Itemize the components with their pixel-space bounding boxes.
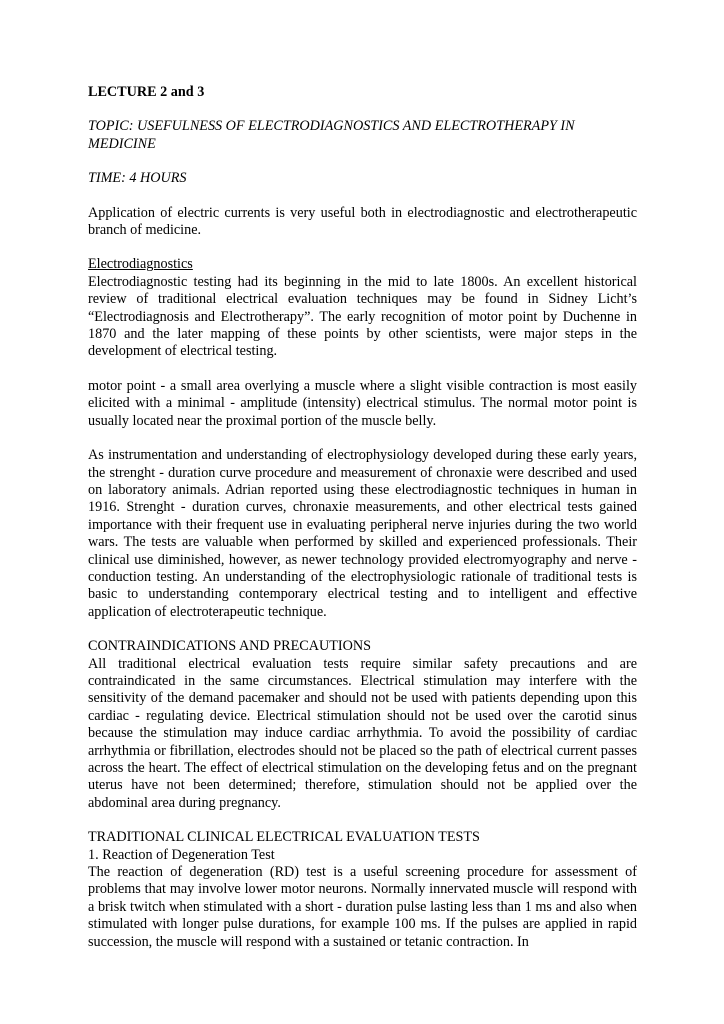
contraindications-heading: CONTRAINDICATIONS AND PRECAUTIONS	[88, 638, 371, 655]
rd-test-paragraph: The reaction of degeneration (RD) test is a useful screening procedure for assessment of problems that may involve lower motor neurons. Normally innervated muscle will respond with a brisk twitch when stimulated with a short - duration pulse lasting less than 1 ms and also when stimulated with longer pulse durations, for example 100 ms. If the pulses are applied in rapid succession, the muscle will respond with a sustained or tetanic contraction. In	[88, 864, 637, 950]
electrodiagnostics-section	[88, 256, 637, 360]
contraindications-paragraph: All traditional electrical evaluation tests require similar safety precautions and are contraindicated in the same circumstances. Electrical stimulation may interfere with the sensitivity of the demand pacemaker and should not be used with patients depending upon this cardiac - regulating device. Electrical stimulation should not be used over the carotid sinus because the stimulation may induce cardiac arrhythmia. To avoid the possibility of cardiac arrhythmia or fibrillation, electrodes should not be placed so the path of electrical current passes across the heart. The effect of electrical stimulation on the developing fetus and on the pregnant uterus have not been determined; therefore, stimulation should not be applied over the abdominal area during pregnancy.	[88, 655, 637, 811]
instrumentation-paragraph: As instrumentation and understanding of electrophysiology developed during these early years, the strenght - duration curve procedure and measurement of chronaxie were described and used on laboratory animals. Adrian reported using these electrodiagnostic techniques in human in 1916. Strenght - duration curves, chronaxie measurements, and other electrical tests gained importance with their frequent use in evaluating peripheral nerve injuries during the two world wars. The tests are valuable when performed by skilled and experienced professionals. Their clinical use diminished, however, as newer technology provided electromyography and nerve - conduction testing. An understanding of the electrophysiologic rationale of traditional tests is basic to understanding contemporary electrical testing and to intelligent and effective application of electroterapeutic technique.	[88, 447, 637, 620]
rd-test-subheading: 1. Reaction of Degeneration Test	[88, 846, 275, 863]
traditional-tests-heading: TRADITIONAL CLINICAL ELECTRICAL EVALUATION TESTS	[88, 829, 480, 846]
document-page	[88, 84, 637, 968]
topic-line: TOPIC: USEFULNESS OF ELECTRODIAGNOSTICS AND ELECTROTHERAPY IN MEDICINE	[88, 118, 575, 152]
electrodiagnostics-paragraph: Electrodiagnostic testing had its beginning in the mid to late 1800s. An excellent historical review of traditional electrical evaluation techniques may be found in Sidney Licht’s “Electrodiagnosis and Electrotherapy”. The early recognition of motor point by Duchenne in 1870 and the later mapping of these points by other scientists, were major steps in the development of electrical testing.	[88, 273, 637, 360]
electrodiagnostics-heading: Electrodiagnostics	[88, 256, 193, 273]
motor-point-paragraph: motor point - a small area overlying a muscle where a slight visible contraction is most easily elicited with a minimal - amplitude (intensity) electrical stimulus. The normal motor point is usually located near the proximal portion of the muscle belly.	[88, 377, 637, 429]
traditional-tests-section	[88, 829, 637, 951]
lecture-title: LECTURE 2 and 3	[88, 84, 205, 100]
intro-paragraph: Application of electric currents is very useful both in electrodiagnostic and electrotherapeutic branch of medicine.	[88, 204, 637, 239]
time-line: TIME: 4 HOURS	[88, 170, 187, 187]
contraindications-section	[88, 638, 637, 812]
